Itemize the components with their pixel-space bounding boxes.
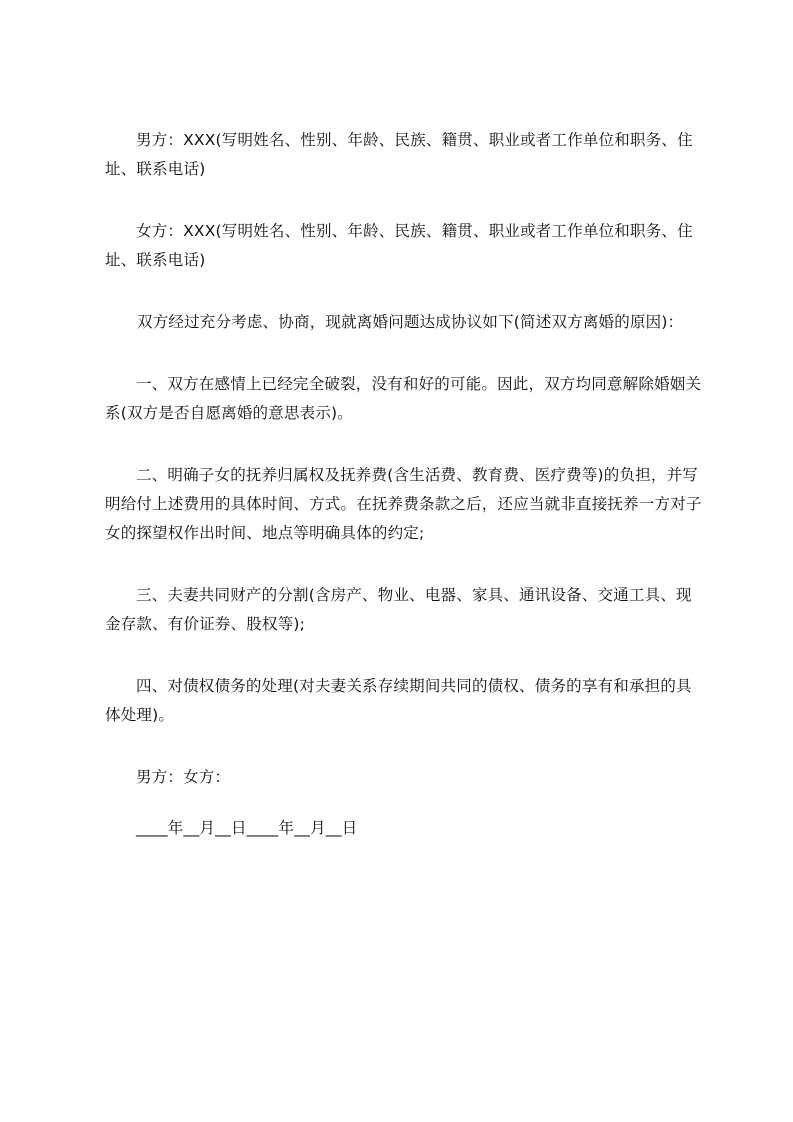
clause-four-paragraph: 四、对债权债务的处理(对夫妻关系存续期间共同的债权、债务的享有和承担的具体处理)。 <box>105 677 692 724</box>
agreement-intro-paragraph: 双方经过充分考虑、协商，现就离婚问题达成协议如下(简述双方离婚的原因)： <box>137 313 684 331</box>
clause-two-paragraph: 二、明确子女的抚养归属权及抚养费(含生活费、教育费、医疗费等)的负担，并写明给付上述费用的具体时间、方式。在抚养费条款之后，还应当就非直接抚养一方对子女的探望权作出时间、地点等明确具体的约定; <box>105 466 702 542</box>
clause-three-paragraph: 三、夫妻共同财产的分割(含房产、物业、电器、家具、通讯设备、交通工具、现金存款、有价证券、股权等); <box>105 586 692 633</box>
wife-info-paragraph: 女方：XXX(写明姓名、性别、年龄、民族、籍贯、职业或者工作单位和职务、住址、联系电话) <box>105 222 693 269</box>
husband-info-paragraph: 男方：XXX(写明姓名、性别、年龄、民族、籍贯、职业或者工作单位和职务、住址、联系电话) <box>105 131 693 178</box>
signature-line: 男方：女方： <box>136 768 231 786</box>
document-body <box>105 126 703 876</box>
date-line: ____年__月__日____年__月__日 <box>136 819 358 837</box>
clause-one-paragraph: 一、双方在感情上已经完全破裂，没有和好的可能。因此，双方均同意解除婚姻关系(双方是否自愿离婚的意思表示)。 <box>105 375 702 422</box>
